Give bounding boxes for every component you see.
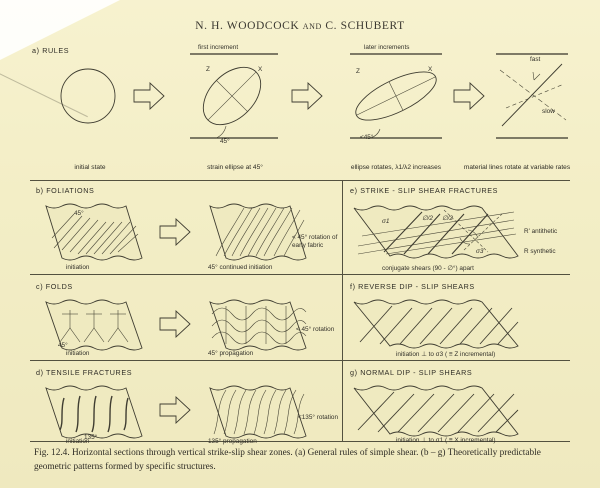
panel-g-label: g) NORMAL DIP - SLIP SHEARS [350, 368, 473, 377]
panel-d-left-caption: initiation [66, 438, 90, 445]
panel-f-label: f) REVERSE DIP - SLIP SHEARS [350, 282, 475, 291]
panel-a-axis-x2: X [428, 66, 433, 73]
panel-c-angle-45: 45° [58, 342, 68, 349]
panel-e-legend-antithetic: R' antithetic [524, 228, 558, 235]
panel-b-label: b) FOLIATIONS [36, 186, 95, 195]
panel-a-step1-caption: strain ellipse at 45° [207, 164, 263, 171]
panel-a-step2-title: later increments [364, 44, 410, 51]
page-title: N. H. WOODCOCK and C. SCHUBERT [195, 20, 405, 32]
panel-b-left-caption: initiation [66, 264, 90, 271]
panel-e-bottom-caption: conjugate shears (90 - ∅°) apart [382, 265, 474, 272]
panel-e-phi-half-2: ∅/2 [442, 215, 453, 222]
panel-a-step1-title: first increment [198, 44, 239, 51]
panel-e-diagram [348, 198, 572, 272]
panel-a-label: a) RULES [32, 46, 70, 55]
panel-d-label: d) TENSILE FRACTURES [36, 368, 133, 377]
panel-a-diagram [30, 50, 570, 160]
panel-b-angle-45: 45° [74, 210, 84, 217]
panel-a-axis-z1: Z [206, 66, 210, 73]
panel-g-bottom-caption: initiation ⊥ to σ1 ( ≡ X incremental) [396, 437, 496, 444]
panel-a-rate-fast: fast [530, 56, 541, 63]
panel-a-angle-lt45: <45° [360, 134, 374, 141]
rule-column-divider [342, 180, 343, 442]
rule-row-a-bottom [30, 180, 570, 181]
panel-f-bottom-caption: initiation ⊥ to σ3 ( ≡ Z incremental) [396, 351, 496, 358]
panel-c-left-caption: initiation [66, 350, 90, 357]
panel-a-initial-caption: initial state [74, 164, 106, 171]
panel-g-diagram [348, 380, 572, 444]
figure-12-4 [30, 42, 571, 445]
panel-e-label: e) STRIKE - SLIP SHEAR FRACTURES [350, 186, 499, 195]
panel-c-note-right: < 45° rotation [296, 326, 335, 333]
panel-c-right-caption: 45° propagation [208, 350, 254, 357]
panel-f-diagram [348, 294, 572, 358]
panel-e-phi-half-1: ∅/2 [422, 215, 433, 222]
panel-d-note-right: <135° rotation [298, 414, 339, 421]
panel-c-label: c) FOLDS [36, 282, 73, 291]
panel-e-sigma1: σ1 [382, 218, 390, 225]
panel-d-right-caption: 135° propagation [208, 438, 257, 445]
panel-a-axis-z2: Z [356, 68, 360, 75]
panel-e-sigma3: σ3 [476, 248, 484, 255]
panel-a-rate-slow: slow [542, 108, 555, 115]
panel-a-angle-45: 45° [220, 138, 230, 145]
panel-e-legend-synthetic: R synthetic [524, 248, 556, 255]
figure-caption: Fig. 12.4. Horizontal sections through vertical strike-slip shear zones. (a) General rules of simple shear. (b – g) Theoretically predictable geometric patterns formed by specific structures. [34, 448, 541, 472]
panel-b-note-right: < 45° rotation of early fabric [292, 234, 338, 249]
panel-b-right-caption: 45° continued initiation [208, 264, 273, 271]
panel-a-step2-caption: ellipse rotates, λ1/λ2 increases [350, 164, 442, 171]
panel-d-angle-135: 135° [84, 434, 98, 441]
panel-a-axis-x1: X [258, 66, 263, 73]
panel-a-step3-caption: material lines rotate at variable rates [463, 164, 571, 171]
